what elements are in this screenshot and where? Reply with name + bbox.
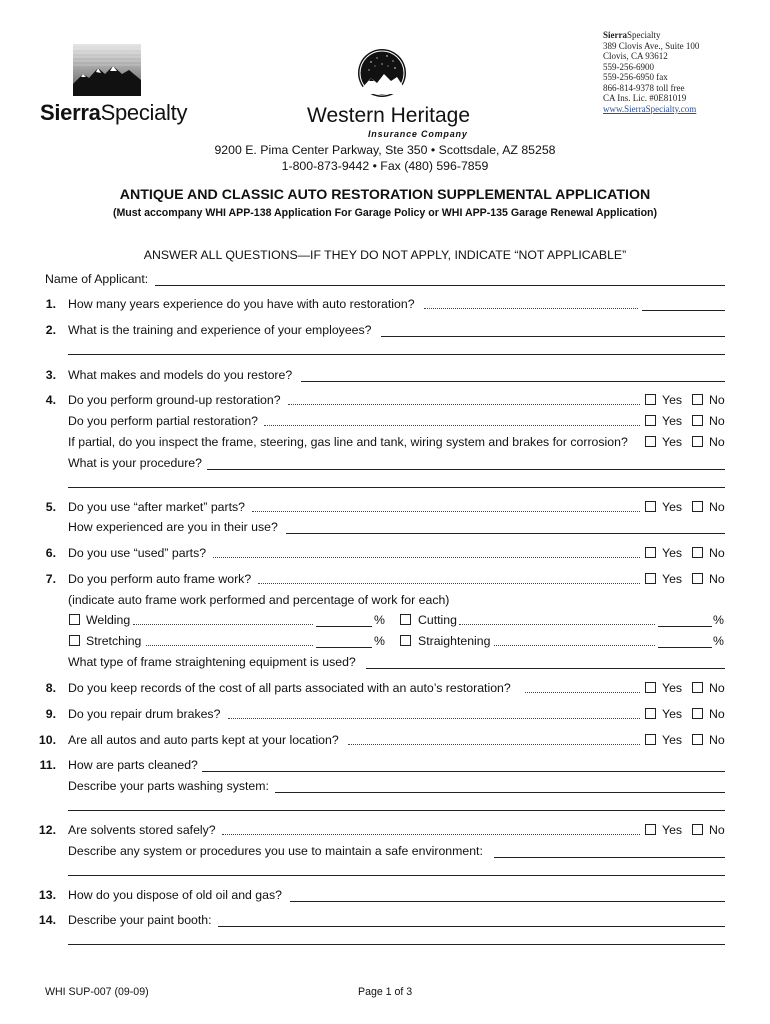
name-of-applicant-field[interactable] — [155, 285, 725, 286]
aftermarket-experience-field[interactable] — [286, 533, 725, 534]
sierra-brand-bold: Sierra — [40, 100, 101, 125]
no-label: No — [709, 733, 725, 747]
western-heritage-emblem-icon — [357, 46, 407, 104]
mountain-icon — [73, 44, 141, 96]
stretching-checkbox[interactable] — [69, 635, 80, 646]
leader-dots — [228, 718, 640, 719]
no-checkbox[interactable] — [692, 394, 703, 405]
question-number: 9. — [45, 707, 56, 721]
leader-dots — [459, 624, 655, 625]
sierra-brand-name — [40, 100, 187, 126]
paint-booth-field[interactable] — [218, 926, 725, 927]
yes-checkbox[interactable] — [645, 708, 656, 719]
straightening-percent-field[interactable] — [658, 647, 712, 648]
no-checkbox[interactable] — [692, 436, 703, 447]
oil-disposal-field[interactable] — [290, 901, 725, 902]
no-label: No — [709, 393, 725, 407]
sierra-address-name: SierraSpecialty — [603, 30, 661, 40]
leader-dots — [424, 308, 638, 309]
no-label: No — [709, 707, 725, 721]
yes-label: Yes — [662, 823, 683, 837]
employee-training-field-line-2[interactable] — [68, 354, 725, 355]
sierra-address-block — [603, 30, 699, 114]
question-text: Do you perform partial restoration? — [68, 414, 259, 428]
name-of-applicant-label: Name of Applicant: — [45, 272, 149, 286]
question-text: How experienced are you in their use? — [68, 520, 278, 534]
yes-checkbox[interactable] — [645, 547, 656, 558]
question-text: Are all autos and auto parts kept at your location? — [68, 733, 339, 747]
employee-training-field[interactable] — [381, 336, 725, 337]
parts-cleaned-field[interactable] — [202, 771, 725, 772]
leader-dots — [348, 744, 640, 745]
yes-checkbox[interactable] — [645, 573, 656, 584]
no-label: No — [709, 823, 725, 837]
stretching-percent-field[interactable] — [316, 647, 372, 648]
question-11 — [0, 758, 770, 772]
yes-checkbox[interactable] — [645, 394, 656, 405]
question-text: Do you perform auto frame work? — [68, 572, 252, 586]
percent-sign: % — [374, 634, 385, 648]
cutting-checkbox[interactable] — [400, 614, 411, 625]
no-label: No — [709, 435, 725, 449]
question-number: 1. — [45, 297, 56, 311]
yes-label: Yes — [662, 435, 683, 449]
question-text: Do you repair drum brakes? — [68, 707, 221, 721]
question-text: What is your procedure? — [68, 456, 202, 470]
sierra-logo — [73, 44, 141, 96]
yes-label: Yes — [662, 681, 683, 695]
sierra-brand-rest: Specialty — [100, 100, 188, 125]
question-text: What type of frame straightening equipment is used? — [68, 655, 356, 669]
question-text: How do you dispose of old oil and gas? — [68, 888, 282, 902]
yes-label: Yes — [662, 733, 683, 747]
procedure-field-line-2[interactable] — [68, 487, 725, 488]
question-3 — [0, 368, 770, 382]
leader-dots — [258, 583, 640, 584]
western-heritage-name: Western Heritage — [307, 104, 471, 127]
safe-environment-field[interactable] — [494, 857, 725, 858]
question-2 — [0, 323, 770, 337]
question-number: 10. — [38, 733, 56, 747]
question-number: 14. — [38, 913, 56, 927]
sierra-website-link[interactable]: www.SierraSpecialty.com — [603, 103, 697, 114]
sierra-toll-free: 866-814-9378 toll free — [603, 82, 685, 93]
sierra-phone: 559-256-6900 — [603, 61, 654, 72]
question-number: 2. — [45, 323, 56, 337]
yes-checkbox[interactable] — [645, 734, 656, 745]
yes-label: Yes — [662, 414, 683, 428]
leader-dots — [133, 624, 313, 625]
no-label: No — [709, 414, 725, 428]
no-checkbox[interactable] — [692, 708, 703, 719]
western-heritage-phone: 1-800-873-9442 • Fax (480) 596-7859 — [281, 159, 489, 173]
no-label: No — [709, 572, 725, 586]
leader-dots — [146, 645, 313, 646]
question-text: Do you use “used” parts? — [68, 546, 207, 560]
no-checkbox[interactable] — [692, 824, 703, 835]
welding-label: Welding — [86, 613, 131, 627]
straightening-checkbox[interactable] — [400, 635, 411, 646]
leader-dots — [525, 692, 640, 693]
leader-dots — [264, 425, 640, 426]
leader-dots — [288, 404, 640, 405]
form-id: WHI SUP-007 (09-09) — [45, 986, 149, 998]
form-subtitle: (Must accompany WHI APP-138 Application For Garage Policy or WHI APP-135 Garage Renewal Application) — [112, 207, 658, 219]
stretching-label: Stretching — [86, 634, 142, 648]
leader-dots — [222, 834, 640, 835]
question-text: Describe any system or procedures you use to maintain a safe environment: — [68, 844, 483, 858]
procedure-field[interactable] — [207, 469, 725, 470]
no-checkbox[interactable] — [692, 573, 703, 584]
question-13 — [0, 888, 770, 902]
leader-dots — [494, 645, 655, 646]
question-text: What is the training and experience of your employees? — [68, 323, 372, 337]
paint-booth-field-line-2[interactable] — [68, 944, 725, 945]
question-number: 11. — [39, 758, 56, 772]
yes-label: Yes — [662, 393, 683, 407]
no-checkbox[interactable] — [692, 547, 703, 558]
question-text: Describe your paint booth: — [68, 913, 212, 927]
welding-percent-field[interactable] — [316, 626, 372, 627]
no-checkbox[interactable] — [692, 682, 703, 693]
leader-dots — [213, 557, 640, 558]
western-heritage-subtitle: Insurance Company — [368, 129, 468, 139]
parts-washing-field[interactable] — [275, 792, 725, 793]
question-number: 8. — [45, 681, 56, 695]
question-number: 13. — [38, 888, 56, 902]
no-checkbox[interactable] — [692, 415, 703, 426]
question-text: Do you perform ground-up restoration? — [68, 393, 281, 407]
no-checkbox[interactable] — [692, 734, 703, 745]
question-text: What makes and models do you restore? — [68, 368, 293, 382]
question-text: If partial, do you inspect the frame, steering, gas line and tank, wiring system and brakes for corrosion? — [68, 435, 628, 449]
question-text: Do you keep records of the cost of all parts associated with an auto’s restoration? — [68, 681, 511, 695]
question-text: (indicate auto frame work performed and percentage of work for each) — [68, 593, 450, 607]
sierra-address-line: 389 Clovis Ave., Suite 100 — [603, 40, 700, 51]
question-number: 3. — [45, 368, 56, 382]
question-text: How many years experience do you have with auto restoration? — [68, 297, 415, 311]
question-number: 4. — [45, 393, 56, 407]
percent-sign: % — [713, 613, 724, 627]
yes-label: Yes — [662, 546, 683, 560]
yes-label: Yes — [662, 572, 683, 586]
yes-checkbox[interactable] — [645, 415, 656, 426]
no-label: No — [709, 546, 725, 560]
no-checkbox[interactable] — [692, 501, 703, 512]
sierra-license: CA Ins. Lic. #0E81019 — [603, 93, 687, 103]
form-instruction: ANSWER ALL QUESTIONS—IF THEY DO NOT APPLY, INDICATE “NOT APPLICABLE” — [143, 248, 627, 262]
yes-checkbox[interactable] — [645, 824, 656, 835]
question-text: Do you use “after market” parts? — [68, 500, 246, 514]
western-heritage-logo — [357, 46, 407, 104]
yes-checkbox[interactable] — [645, 436, 656, 447]
straightening-equipment-field[interactable] — [366, 668, 725, 669]
years-experience-field[interactable] — [642, 310, 725, 311]
question-number: 7. — [45, 572, 56, 586]
parts-washing-field-line-2[interactable] — [68, 810, 725, 811]
cutting-label: Cutting — [418, 613, 457, 627]
safe-environment-field-line-2[interactable] — [68, 875, 725, 876]
question-number: 12. — [38, 823, 56, 837]
leader-dots — [252, 511, 640, 512]
question-1 — [0, 297, 770, 311]
western-heritage-address: 9200 E. Pima Center Parkway, Ste 350 • Scottsdale, AZ 85258 — [214, 143, 556, 157]
question-text: How are parts cleaned? — [68, 758, 198, 772]
page-number: Page 1 of 3 — [358, 986, 413, 998]
question-number: 5. — [45, 500, 56, 514]
cutting-percent-field[interactable] — [658, 626, 712, 627]
welding-checkbox[interactable] — [69, 614, 80, 625]
yes-label: Yes — [662, 500, 683, 514]
no-label: No — [709, 500, 725, 514]
percent-sign: % — [374, 613, 385, 627]
percent-sign: % — [713, 634, 724, 648]
sierra-address-line: Clovis, CA 93612 — [603, 51, 668, 61]
question-text: Are solvents stored safely? — [68, 823, 216, 837]
yes-checkbox[interactable] — [645, 682, 656, 693]
question-text: Describe your parts washing system: — [68, 779, 269, 793]
yes-label: Yes — [662, 707, 683, 721]
question-number: 6. — [45, 546, 56, 560]
form-title: ANTIQUE AND CLASSIC AUTO RESTORATION SUPPLEMENTAL APPLICATION — [119, 187, 651, 203]
straightening-label: Straightening — [418, 634, 491, 648]
yes-checkbox[interactable] — [645, 501, 656, 512]
no-label: No — [709, 681, 725, 695]
makes-models-field[interactable] — [301, 381, 725, 382]
question-14 — [0, 913, 770, 927]
sierra-fax: 559-256-6950 fax — [603, 72, 668, 82]
